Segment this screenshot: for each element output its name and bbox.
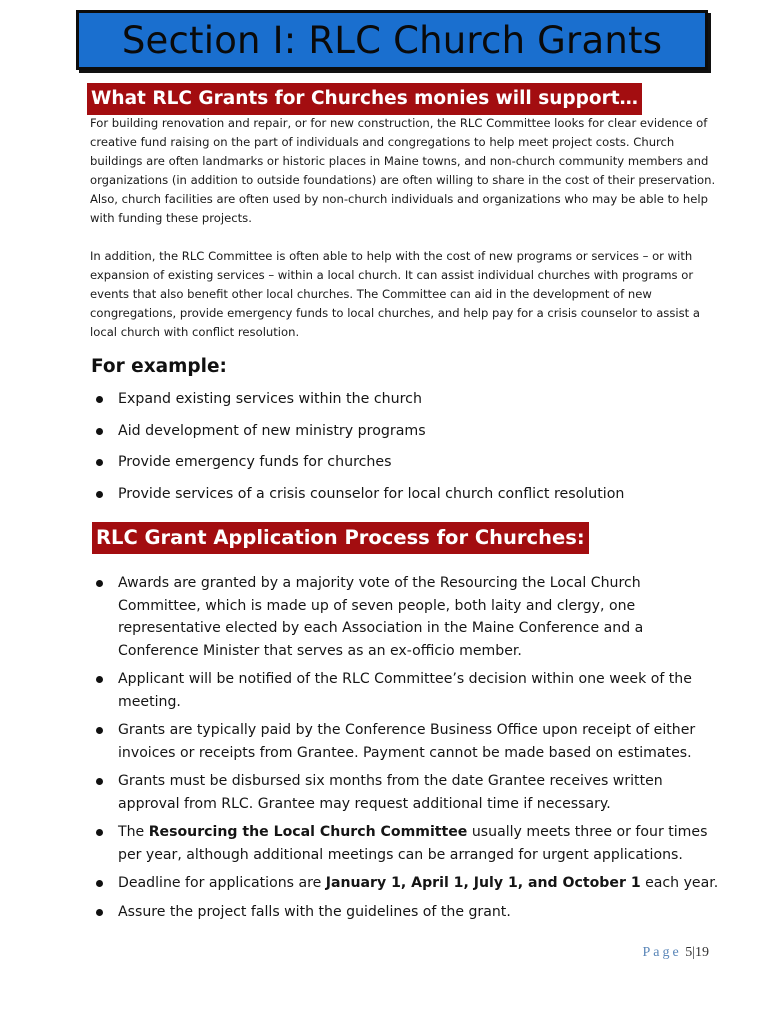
committee-name: Resourcing the Local Church Committee [148,824,468,840]
deadline-dates: January 1, April 1, July 1, and October 1 [325,875,641,891]
process-heading: RLC Grant Application Process for Churches: [92,522,589,554]
bullet-icon [96,580,103,587]
bullet-icon [96,727,103,734]
list-item [92,452,722,473]
list-item-prefix: Deadline for applications are [118,875,326,891]
list-item-text: Expand existing services within the church [118,391,422,407]
list-item [92,770,722,815]
support-heading: What RLC Grants for Churches monies will support… [87,83,642,115]
list-item [92,572,722,662]
section-title-box [76,10,708,70]
current-page: 5 [685,945,693,960]
bullet-icon [96,880,103,887]
list-item [92,872,722,895]
list-item [92,421,722,442]
bullet-icon [96,829,103,836]
total-pages: 19 [695,945,709,960]
bullet-icon [96,491,103,498]
bullet-icon [96,778,103,785]
list-item-text: Provide emergency funds for churches [118,454,392,470]
list-item-text: Aid development of new ministry programs [118,422,426,439]
list-item-text: Grants are typically paid by the Conference Business Office upon receipt of either invoices or receipts from Grantee. Payment cannot be made based on estimates. [118,722,696,761]
bullet-icon [96,676,103,683]
list-item-text: Assure the project falls with the guidelines of the grant. [118,903,511,920]
examples-list [92,389,722,515]
section-title: Section I: RLC Church Grants [121,18,663,62]
list-item [92,719,722,764]
page-number [642,945,709,961]
list-item [92,484,722,505]
support-paragraph-1: For building renovation and repair, or for new construction, the RLC Committee looks for clear evidence of creative fund raising on the part of individuals and congregations to help meet project costs. Church buildings are often landmarks or historic places in Maine towns, and non-church community members and organizations (in addition to outside foundations) are often willing to share in the cost of their preservation. Also, church facilities are often used by non-church individuals and organizations who may be able to help with funding these projects. [90,116,716,225]
page-label: Page [642,945,682,960]
bullet-icon [96,428,103,435]
page-separator: | [692,945,695,960]
list-item [92,668,722,713]
list-item [92,389,722,410]
list-item-suffix: each year. [640,875,719,891]
list-item-suffix: usually meets three or four times per year, although additional meetings can be arranged for urgent applications. [118,824,708,863]
bullet-icon [96,909,103,916]
bullet-icon [96,396,103,403]
list-item-text: Grants must be disbursed six months from the date Grantee receives written approval from RLC. Grantee may request additional time if necessary. [118,773,663,812]
examples-heading: For example: [91,356,227,377]
list-item-prefix: The [118,824,149,840]
list-item [92,821,722,866]
bullet-icon [96,459,103,466]
support-paragraph-2: In addition, the RLC Committee is often able to help with the cost of new programs or services – or with expansion of existing services – within a local church. It can assist individual churches with programs or events that also benefit other local churches. The Committee can aid in the development of new congregations, provide emergency funds to local churches, and help pay for a crisis counselor to assist a local church with conflict resolution. [90,249,700,339]
list-item-text: Awards are granted by a majority vote of the Resourcing the Local Church Committee, which is made up of seven people, both laity and clergy, one representative elected by each Association in the Maine Conference and a Conference Minister that serves as an ex-officio member. [118,575,644,659]
list-item-text: Provide services of a crisis counselor for local church conflict resolution [118,485,625,502]
process-list [92,572,722,929]
list-item [92,901,722,924]
list-item-text: Applicant will be notified of the RLC Committee’s decision within one week of the meeting. [118,671,692,710]
